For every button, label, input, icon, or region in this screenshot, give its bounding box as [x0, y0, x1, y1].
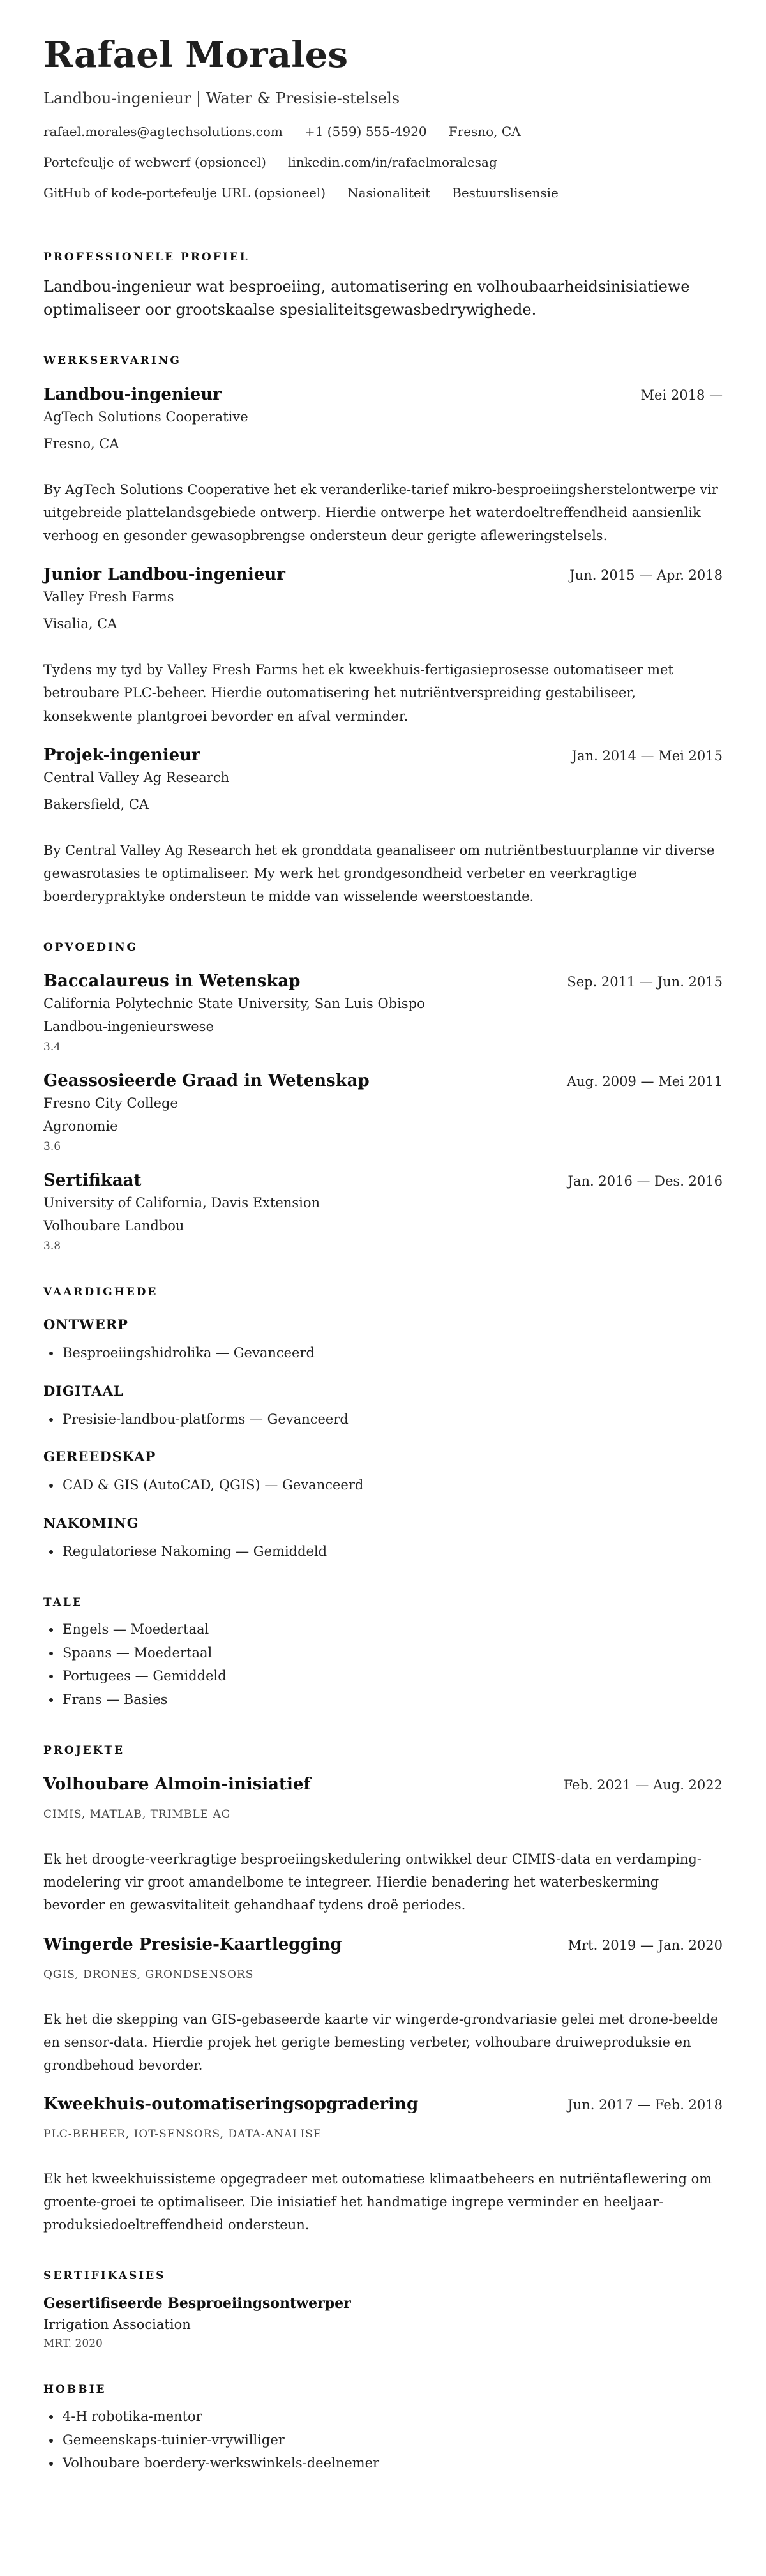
skill-list [43, 1341, 723, 1365]
experience-section [43, 354, 723, 908]
candidate-name: Rafael Morales [43, 34, 349, 76]
contact-license: Bestuurslisensie [452, 185, 559, 200]
job-company: Central Valley Ag Research [43, 769, 230, 785]
degree-date: Jan. 2016 — Des. 2016 [567, 1173, 723, 1189]
skill-item: • Besproeiingshidrolika — Gevanceerd [61, 1341, 723, 1365]
hobby-list [43, 2405, 723, 2475]
languages-title: TALE [43, 1596, 83, 1609]
contact-email[interactable]: rafael.morales@agtechsolutions.com [43, 124, 283, 139]
language-list [43, 1618, 723, 1711]
project-date: Mrt. 2019 — Jan. 2020 [567, 1937, 723, 1953]
education-title: OPVOEDING [43, 940, 139, 954]
contact-nationality: Nasionaliteit [347, 185, 431, 200]
project-tech: QGIS, DRONES, GRONDSENSORS [43, 1968, 254, 1981]
gpa-value: 3.4 [43, 1040, 61, 1053]
degree-date: Aug. 2009 — Mei 2011 [566, 1073, 723, 1089]
job-company: AgTech Solutions Cooperative [43, 409, 248, 425]
hobby-item: • Volhoubare boerdery-werkswinkels-deelnemer [61, 2452, 723, 2475]
skill-category: GEREEDSKAP [43, 1449, 156, 1465]
degree-title: Sertifikaat [43, 1170, 142, 1190]
certification-date: MRT. 2020 [43, 2337, 103, 2351]
skill-list [43, 1408, 723, 1431]
degree-date: Sep. 2011 — Jun. 2015 [567, 974, 723, 990]
contact-row-links [43, 154, 723, 170]
gpa-value: 3.6 [43, 1140, 61, 1153]
project-title: Volhoubare Almoin-inisiatief [43, 1775, 311, 1795]
languages-section [43, 1596, 723, 1711]
certifications-section [43, 2270, 723, 2350]
job-description: Tydens my tyd by Valley Fresh Farms het ek kweekhuis-fertigasieprosesse outomatiseer met betroubare PLC-beheer. Hierdie outomatisering het nutriëntverspreiding gestabiliseer, konsekwente plantgroei bevorder en afval verminder. [43, 662, 673, 724]
skills-section [43, 1286, 723, 1563]
skill-list [43, 1473, 723, 1497]
projects-section [43, 1744, 723, 2236]
job-location: Fresno, CA [43, 436, 119, 451]
study-field: Volhoubare Landbou [43, 1217, 184, 1233]
job-date: Mei 2018 — [640, 388, 723, 403]
project-title: Wingerde Presisie-Kaartlegging [43, 1934, 342, 1954]
education-item [43, 1171, 723, 1253]
certifications-title: SERTIFIKASIES [43, 2270, 166, 2283]
hobby-item: • 4-H robotika-mentor [61, 2405, 723, 2429]
school-name: University of California, Davis Extension [43, 1194, 320, 1210]
skill-item: • Regulatoriese Nakoming — Gemiddeld [61, 1540, 723, 1563]
skill-category: ONTWERP [43, 1316, 128, 1332]
project-item [43, 1775, 723, 1917]
gpa-value: 3.8 [43, 1239, 61, 1253]
experience-item [43, 565, 723, 727]
contact-linkedin[interactable]: linkedin.com/in/rafaelmoralesag [287, 154, 497, 170]
candidate-headline: Landbou-ingenieur | Water & Presisie-stelsels [43, 89, 400, 107]
contact-row-extra [43, 185, 723, 200]
project-description: Ek het die skepping van GIS-gebaseerde kaarte vir wingerde-grondvariasie gelei met drone-beelde en sensor-data. Hierdie projek het gerigte bemesting verbeter, volhoubare druiweproduksie en grondbehoud bevorder. [43, 2011, 719, 2073]
job-date: Jan. 2014 — Mei 2015 [571, 748, 723, 764]
profile-title: PROFESSIONELE PROFIEL [43, 251, 250, 264]
project-tech: PLC-BEHEER, IOT-SENSORS, DATA-ANALISE [43, 2127, 322, 2141]
language-item: • Portugees — Gemiddeld [61, 1664, 723, 1688]
job-date: Jun. 2015 — Apr. 2018 [569, 568, 723, 584]
job-company: Valley Fresh Farms [43, 589, 174, 605]
degree-title: Geassosieerde Graad in Wetenskap [43, 1071, 370, 1090]
contact-location: Fresno, CA [448, 124, 521, 139]
degree-title: Baccalaureus in Wetenskap [43, 971, 301, 991]
hobbies-section [43, 2383, 723, 2475]
project-description: Ek het droogte-veerkragtige besproeiingskedulering ontwikkel deur CIMIS-data en verdamping-modelering vir groot amandelbome te integreer. Hierdie benadering het waterbeskerming bevorder en gewasvitaliteit gehandhaaf tydens droë periodes. [43, 1851, 702, 1913]
contact-phone[interactable]: +1 (559) 555-4920 [304, 124, 427, 139]
project-description: Ek het kweekhuissisteme opgegradeer met outomatiese klimaatbeheers en nutriëntaflewering om groente-groei te optimaliseer. Die inisiatief het handmatige ingrepe verminder en heeljaar-produksiedoeltreffendheid ondersteun. [43, 2171, 712, 2233]
hobby-item: • Gemeenskaps-tuinier-vrywilliger [61, 2429, 723, 2452]
skills-title: VAARDIGHEDE [43, 1285, 158, 1299]
skill-item: • CAD & GIS (AutoCAD, QGIS) — Gevanceerd [61, 1473, 723, 1497]
project-item [43, 1935, 723, 2077]
study-field: Landbou-ingenieurswese [43, 1018, 214, 1034]
certification-org: Irrigation Association [43, 2317, 191, 2333]
education-item [43, 1071, 723, 1153]
skill-category: NAKOMING [43, 1514, 139, 1531]
language-item: • Engels — Moedertaal [61, 1618, 723, 1641]
skill-category: DIGITAAL [43, 1382, 124, 1399]
profile-section [43, 251, 723, 321]
skill-item: • Presisie-landbou-platforms — Gevanceerd [61, 1408, 723, 1431]
contact-github[interactable]: GitHub of kode-portefeulje URL (opsioneel) [43, 185, 326, 200]
project-date: Feb. 2021 — Aug. 2022 [563, 1777, 723, 1793]
certification-name: Gesertifiseerde Besproeiingsontwerper [43, 2295, 351, 2312]
certification-item [43, 2295, 723, 2350]
school-name: Fresno City College [43, 1095, 178, 1111]
education-item [43, 972, 723, 1053]
job-location: Bakersfield, CA [43, 796, 149, 812]
job-title: Projek-ingenieur [43, 745, 200, 765]
project-date: Jun. 2017 — Feb. 2018 [567, 2097, 723, 2113]
job-location: Visalia, CA [43, 616, 117, 632]
projects-title: PROJEKTE [43, 1744, 125, 1758]
project-tech: CIMIS, MATLAB, TRIMBLE AG [43, 1808, 231, 1821]
hobbies-title: HOBBIE [43, 2383, 107, 2397]
experience-title: WERKSERVARING [43, 354, 181, 367]
job-description: By AgTech Solutions Cooperative het ek veranderlike-tarief mikro-besproeiingsherstelontwerpe vir uitgebreide plattelandsgebiede ontwerp. Hierdie ontwerpe het waterdoeltreffendheid aansienlik verhoog en gesonder gewasopbrengse ondersteun deur gerigte afleweringstelsels. [43, 482, 718, 544]
project-item [43, 2095, 723, 2236]
job-description: By Central Valley Ag Research het ek gronddata geanaliseer om nutriëntbestuurplanne vir diverse gewasrotasies te optimaliseer. My werk het grondgesondheid verbeter en veerkragtige boerderypraktyke ondersteun te midde van wisselende weerstoestande. [43, 842, 715, 904]
education-section [43, 941, 723, 1253]
study-field: Agronomie [43, 1118, 118, 1134]
resume-header [43, 34, 723, 200]
profile-summary: Landbou-ingenieur wat besproeiing, automatisering en volhoubaarheidsinisiatiewe optimaliseer oor grootskaalse spesialiteitsgewasbedrywighede. [43, 278, 690, 319]
contact-row-primary [43, 124, 723, 139]
school-name: California Polytechnic State University, San Luis Obispo [43, 995, 425, 1011]
job-title: Junior Landbou-ingenieur [43, 565, 285, 585]
language-item: • Spaans — Moedertaal [61, 1641, 723, 1665]
language-item: • Frans — Basies [61, 1688, 723, 1712]
job-title: Landbou-ingenieur [43, 385, 222, 404]
contact-portfolio[interactable]: Portefeulje of webwerf (opsioneel) [43, 154, 266, 170]
experience-item [43, 746, 723, 908]
experience-item [43, 385, 723, 547]
project-title: Kweekhuis-outomatiseringsopgradering [43, 2094, 419, 2114]
skill-list [43, 1540, 723, 1563]
